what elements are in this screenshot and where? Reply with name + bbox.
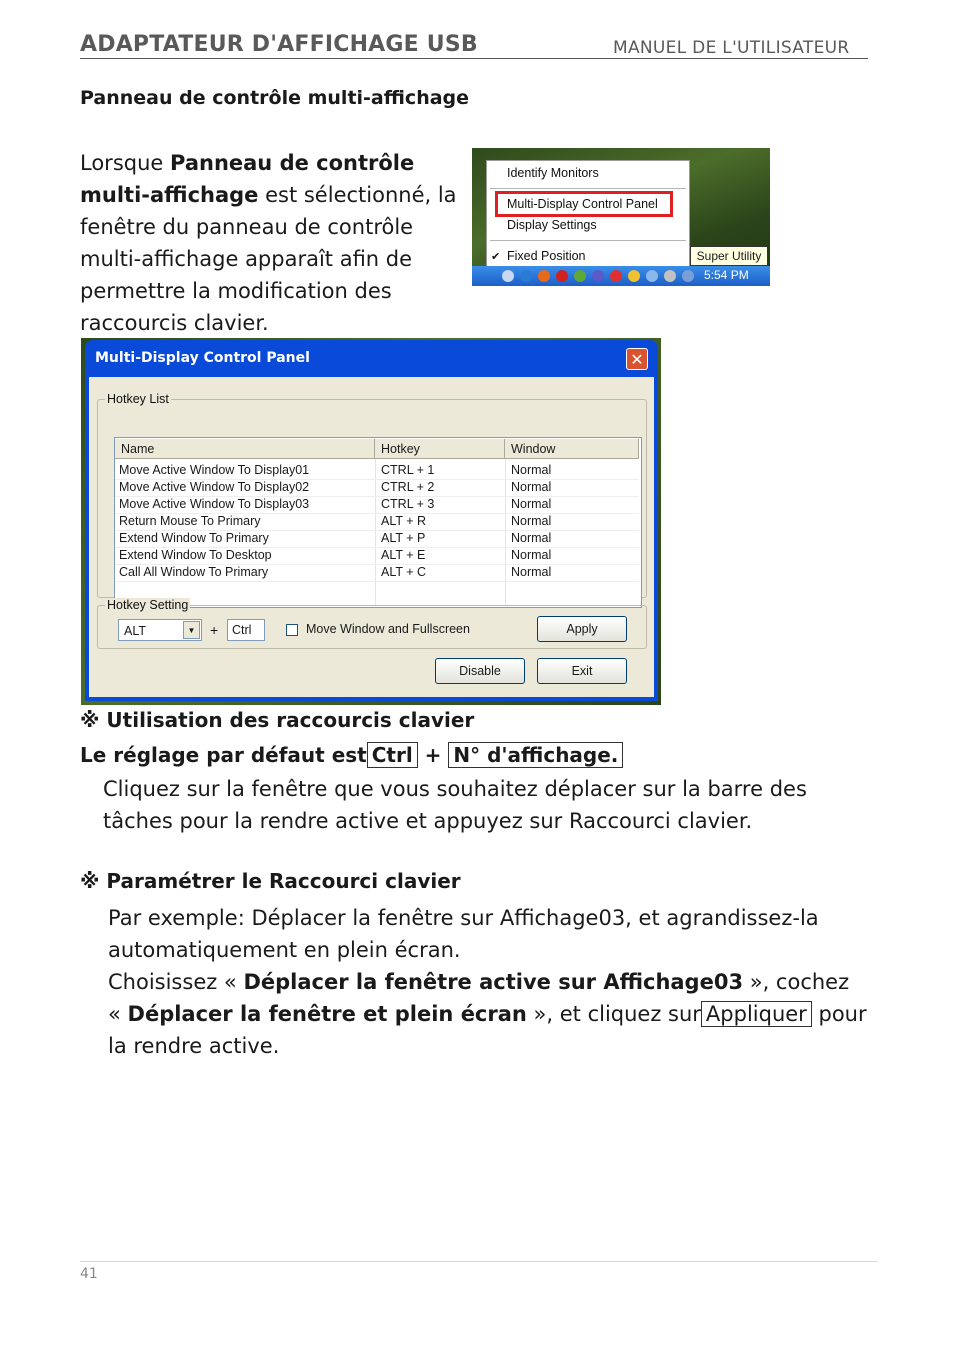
row-name-cell: Extend Window To Desktop [119, 548, 272, 562]
menu-item-control-panel[interactable]: Multi-Display Control Panel [507, 197, 658, 211]
instruction-text-1: Choisissez « [108, 970, 244, 994]
usage-title: ※ Utilisation des raccourcis clavier [80, 708, 475, 732]
column-header-hotkey[interactable]: Hotkey [375, 439, 505, 459]
control-panel-dialog [85, 340, 658, 701]
row-hotkey-cell: ALT + P [381, 531, 426, 545]
row-hotkey-cell: CTRL + 2 [381, 480, 435, 494]
page-number: 41 [80, 1266, 98, 1282]
fullscreen-checkbox[interactable] [286, 624, 298, 636]
key-display-number: N° d'affichage. [448, 742, 623, 768]
table-row[interactable] [115, 564, 639, 582]
chevron-down-icon[interactable]: ▼ [183, 621, 200, 639]
column-header-name[interactable]: Name [115, 439, 375, 459]
intro-paragraph [80, 147, 465, 339]
tray-app-icon[interactable] [592, 270, 604, 282]
modifier-select[interactable] [118, 619, 202, 641]
header-rule [80, 58, 868, 59]
menu-item-display-settings[interactable]: Display Settings [507, 218, 597, 232]
instruction-bold-1: Déplacer la fenêtre active sur Affichage03 [243, 970, 744, 994]
highlight-box [495, 191, 673, 217]
hotkey-list-group [97, 392, 647, 598]
default-prefix: Le réglage par défaut est [80, 743, 367, 767]
setting-instruction [108, 966, 868, 1062]
row-name-cell: Move Active Window To Display01 [119, 463, 310, 477]
menu-separator [490, 240, 686, 241]
hotkey-list-label: Hotkey List [107, 392, 169, 406]
row-hotkey-cell: ALT + C [381, 565, 427, 579]
intro-bold: Panneau de contrôle multi-affichage [80, 151, 415, 207]
menu-item-fixed-position[interactable]: Fixed Position [507, 249, 586, 263]
exit-button[interactable]: Exit [537, 658, 627, 684]
column-header-window[interactable]: Window [505, 439, 639, 459]
instruction-text-2: », cochez « [108, 970, 850, 1026]
usage-paragraph: Cliquez sur la fenêtre que vous souhaitez déplacer sur la barre des tâches pour la rendre active et appuyez sur Raccourci clavier. [103, 777, 807, 833]
apply-label-box: Appliquer [701, 1001, 812, 1027]
row-hotkey-cell: CTRL + 3 [381, 497, 435, 511]
row-name-cell: Move Active Window To Display02 [119, 480, 310, 494]
tray-app-icon[interactable] [556, 270, 568, 282]
intro-text-1: Lorsque [80, 151, 170, 175]
tray-arrow-icon[interactable] [502, 270, 514, 282]
dialog-title: Multi-Display Control Panel [95, 350, 310, 366]
instruction-bold-2: Déplacer la fenêtre et plein écran [127, 1002, 527, 1026]
apply-button[interactable]: Apply [537, 616, 627, 642]
document-title: ADAPTATEUR D'AFFICHAGE USB [80, 32, 478, 57]
table-row[interactable] [115, 530, 639, 548]
tray-app-icon[interactable] [574, 270, 586, 282]
setting-title: ※ Paramétrer le Raccourci clavier [80, 869, 461, 893]
row-name-cell: Move Active Window To Display03 [119, 497, 310, 511]
tray-app-icon[interactable] [646, 270, 658, 282]
row-name-cell: Return Mouse To Primary [119, 514, 261, 528]
manual-label: MANUEL DE L'UTILISATEUR [613, 38, 850, 58]
tray-monitor-icon[interactable] [682, 270, 694, 282]
tray-app-icon[interactable] [520, 270, 532, 282]
tray-menu-screenshot [472, 148, 770, 286]
tray-context-menu [486, 160, 690, 274]
row-name-cell: Call All Window To Primary [119, 565, 269, 579]
default-setting-line [80, 742, 623, 768]
dialog-body [89, 377, 654, 697]
row-window-cell: Normal [511, 463, 552, 477]
disable-button[interactable]: Disable [435, 658, 525, 684]
row-window-cell: Normal [511, 514, 552, 528]
instruction-text-3: », et cliquez sur [526, 1002, 701, 1026]
key-ctrl: Ctrl [367, 742, 418, 768]
setting-paragraph [108, 902, 868, 1062]
table-row[interactable] [115, 462, 639, 480]
plus-sign: + [210, 622, 219, 638]
row-hotkey-cell: CTRL + 1 [381, 463, 435, 477]
table-row[interactable] [115, 513, 639, 531]
tray-app-icon[interactable] [610, 270, 622, 282]
close-icon[interactable]: ✕ [626, 348, 648, 370]
menu-item-identify-monitors[interactable]: Identify Monitors [507, 166, 599, 180]
hotkey-list[interactable] [114, 437, 642, 608]
instruction-text-4: pour la rendre active. [108, 1002, 867, 1058]
hotkey-setting-label: Hotkey Setting [107, 598, 189, 612]
row-window-cell: Normal [511, 565, 552, 579]
tray-app-icon[interactable] [628, 270, 640, 282]
plus-sign: + [424, 743, 442, 767]
tooltip: Super Utility [690, 246, 768, 266]
fullscreen-checkbox-label: Move Window and Fullscreen [306, 622, 470, 636]
tray-app-icon[interactable] [538, 270, 550, 282]
row-window-cell: Normal [511, 531, 552, 545]
table-row[interactable] [115, 547, 639, 565]
section-title: Panneau de contrôle multi-affichage [80, 87, 470, 109]
setting-example: Par exemple: Déplacer la fenêtre sur Affichage03, et agrandissez-la automatiquement en plein écran. [108, 906, 819, 962]
row-name-cell: Extend Window To Primary [119, 531, 269, 545]
tray-app-icon[interactable] [664, 270, 676, 282]
clock: 5:54 PM [704, 268, 749, 282]
table-row[interactable] [115, 479, 639, 497]
footer-rule [80, 1261, 878, 1262]
row-window-cell: Normal [511, 497, 552, 511]
row-window-cell: Normal [511, 548, 552, 562]
modifier-value: ALT [124, 624, 146, 638]
row-hotkey-cell: ALT + R [381, 514, 427, 528]
key-input[interactable]: Ctrl [227, 619, 265, 641]
row-hotkey-cell: ALT + E [381, 548, 426, 562]
menu-separator [490, 188, 686, 189]
table-row[interactable] [115, 496, 639, 514]
intro-text-2: est sélectionné, la fenêtre du panneau de contrôle multi-affichage apparaît afin de permettre la modification des raccourcis clavier. [80, 183, 457, 335]
row-window-cell: Normal [511, 480, 552, 494]
check-icon: ✔ [491, 251, 501, 263]
